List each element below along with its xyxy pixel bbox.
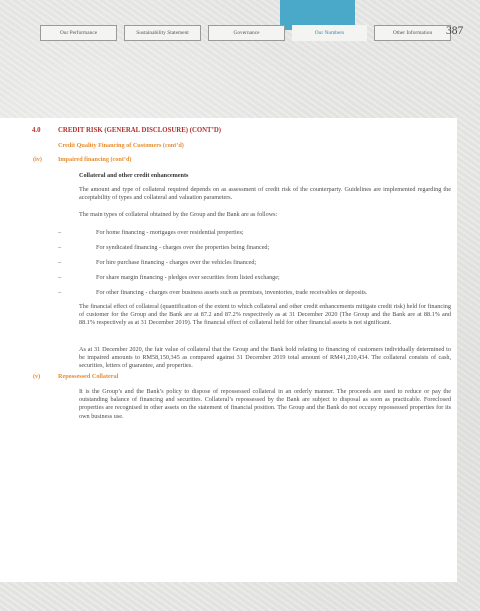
tab-other-information[interactable]: Other Information <box>374 25 451 41</box>
bullet-dash: – <box>58 244 62 251</box>
page-number: 387 <box>446 25 464 37</box>
fair-value-paragraph: As at 31 December 2020, the fair value of collateral that the Group and the Bank hold relating to financing of customers individually determined to be impaired amounts to RM58,150,345 as compared against 31 December 2019 total amount of RM41,210,434. The collateral consists of cash, securities, letters of guarantee, and properties. <box>79 346 451 370</box>
collateral-paragraph-2: The main types of collateral obtained by the Group and the Bank are as follows: <box>79 211 278 218</box>
bullet-dash: – <box>58 274 62 281</box>
bullet-dash: – <box>58 289 62 296</box>
item-iv-title: Impaired financing (cont’d) <box>58 156 132 163</box>
bullet-syndicated-financing: For syndicated financing - charges over the properties being financed; <box>96 244 270 251</box>
section-subtitle: Credit Quality Financing of Customers (cont’d) <box>58 142 184 149</box>
tab-sustainability-statement[interactable]: Sustainability Statement <box>124 25 201 41</box>
repossessed-paragraph: It is the Group’s and the Bank’s policy to dispose of repossessed collateral in an orderly manner. The proceeds are used to reduce or pay the outstanding balance of financing and securities. Collateral’s repossessed by the Bank are subject to disposal as soon as practicable. Foreclosed properties are recognised in other assets on the statement of financial position. The Group and the Bank do not occupy repossessed properties for its own business use. <box>79 388 451 420</box>
top-navigation <box>40 25 458 41</box>
financial-effect-paragraph: The financial effect of collateral (quantification of the extent to which collateral and other credit enhancements mitigate credit risk) held for financing of customer for the Group and the Bank are at 87.2 and 87.2% respectively as at 31 December 2020 (The Group and the Bank are at 88.1% and 88.1% respectively as at 31 December 2019). The financial effect of collateral held for other financial assets is not significant. <box>79 303 451 327</box>
section-number: 4.0 <box>32 127 41 134</box>
item-v-marker: (v) <box>33 373 41 380</box>
bullet-other-financing: For other financing - charges over business assets such as premises, inventories, trade receivables or deposits. <box>96 289 368 296</box>
bullet-hire-purchase: For hire purchase financing - charges over the vehicles financed; <box>96 259 257 266</box>
tab-our-performance[interactable]: Our Performance <box>40 25 117 41</box>
bullet-home-financing: For home financing - mortgages over residential properties; <box>96 229 244 236</box>
section-title: CREDIT RISK (GENERAL DISCLOSURE) (CONT’D) <box>58 127 222 134</box>
collateral-paragraph-1: The amount and type of collateral required depends on as assessment of credit risk of the counterparty. Guidelines are implemented regarding the acceptability of types and collateral and valuation parameters. <box>79 186 451 202</box>
collateral-heading: Collateral and other credit enhancements <box>79 172 189 179</box>
bullet-dash: – <box>58 229 62 236</box>
bullet-dash: – <box>58 259 62 266</box>
tab-our-numbers[interactable]: Our Numbers <box>292 25 367 41</box>
content-panel <box>0 118 457 582</box>
bullet-share-margin: For share margin financing - pledges over securities from listed exchange; <box>96 274 280 281</box>
tab-governance[interactable]: Governance <box>208 25 285 41</box>
item-iv-marker: (iv) <box>33 156 42 163</box>
item-v-title: Repossessed Collateral <box>58 373 119 380</box>
